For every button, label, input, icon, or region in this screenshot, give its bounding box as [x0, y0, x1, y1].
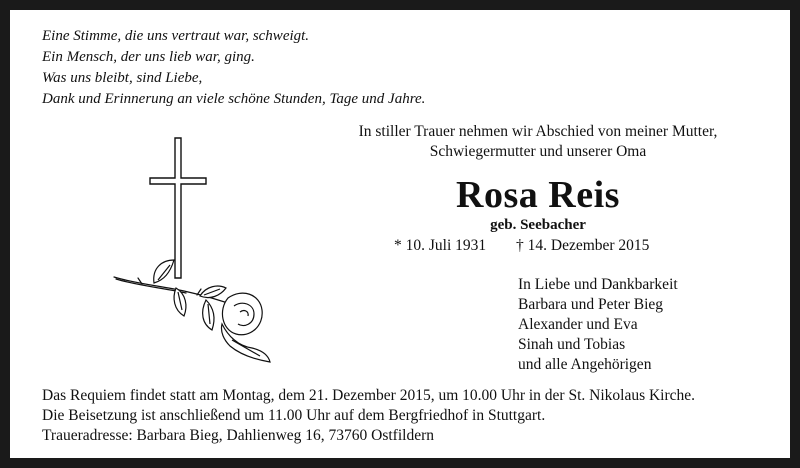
intro-line: In stiller Trauer nehmen wir Abschied von meiner Mutter, [358, 123, 718, 140]
mourner-line: In Liebe und Dankbarkeit [518, 276, 678, 293]
intro-text [322, 122, 754, 162]
poem-line: Ein Mensch, der uns lieb war, ging. [42, 49, 255, 65]
burial-info: Die Beisetzung ist anschließend um 11.00 Uhr auf dem Bergfriedhof in Stuttgart. [42, 407, 546, 424]
mourner-line: Sinah und Tobias [518, 336, 626, 353]
birth-date: * 10. Juli 1931 [394, 237, 487, 254]
intro-line: Schwiegermutter und unserer Oma [429, 143, 647, 160]
poem-line: Dank und Erinnerung an viele schöne Stunden, Tage und Jahre. [42, 91, 426, 107]
cross-with-rose-icon [102, 128, 282, 383]
mourner-line: Alexander und Eva [518, 316, 638, 333]
deceased-name: Rosa Reis [456, 174, 620, 216]
service-details [42, 386, 695, 446]
requiem-info: Das Requiem findet statt am Montag, dem 21. Dezember 2015, um 10.00 Uhr in der St. Nikolaus Kirche. [42, 387, 696, 404]
poem-line: Eine Stimme, die uns vertraut war, schweigt. [42, 28, 310, 44]
mourners-list [518, 275, 678, 375]
poem-line: Was uns bleibt, sind Liebe, [42, 70, 203, 86]
mourner-line: und alle Angehörigen [518, 356, 652, 373]
death-date: † 14. Dezember 2015 [516, 237, 650, 254]
birth-name: geb. Seebacher [490, 217, 586, 233]
poem [42, 26, 425, 110]
mourner-line: Barbara und Peter Bieg [518, 296, 664, 313]
mourning-address: Traueradresse: Barbara Bieg, Dahlienweg 16, 73760 Ostfildern [42, 427, 434, 444]
